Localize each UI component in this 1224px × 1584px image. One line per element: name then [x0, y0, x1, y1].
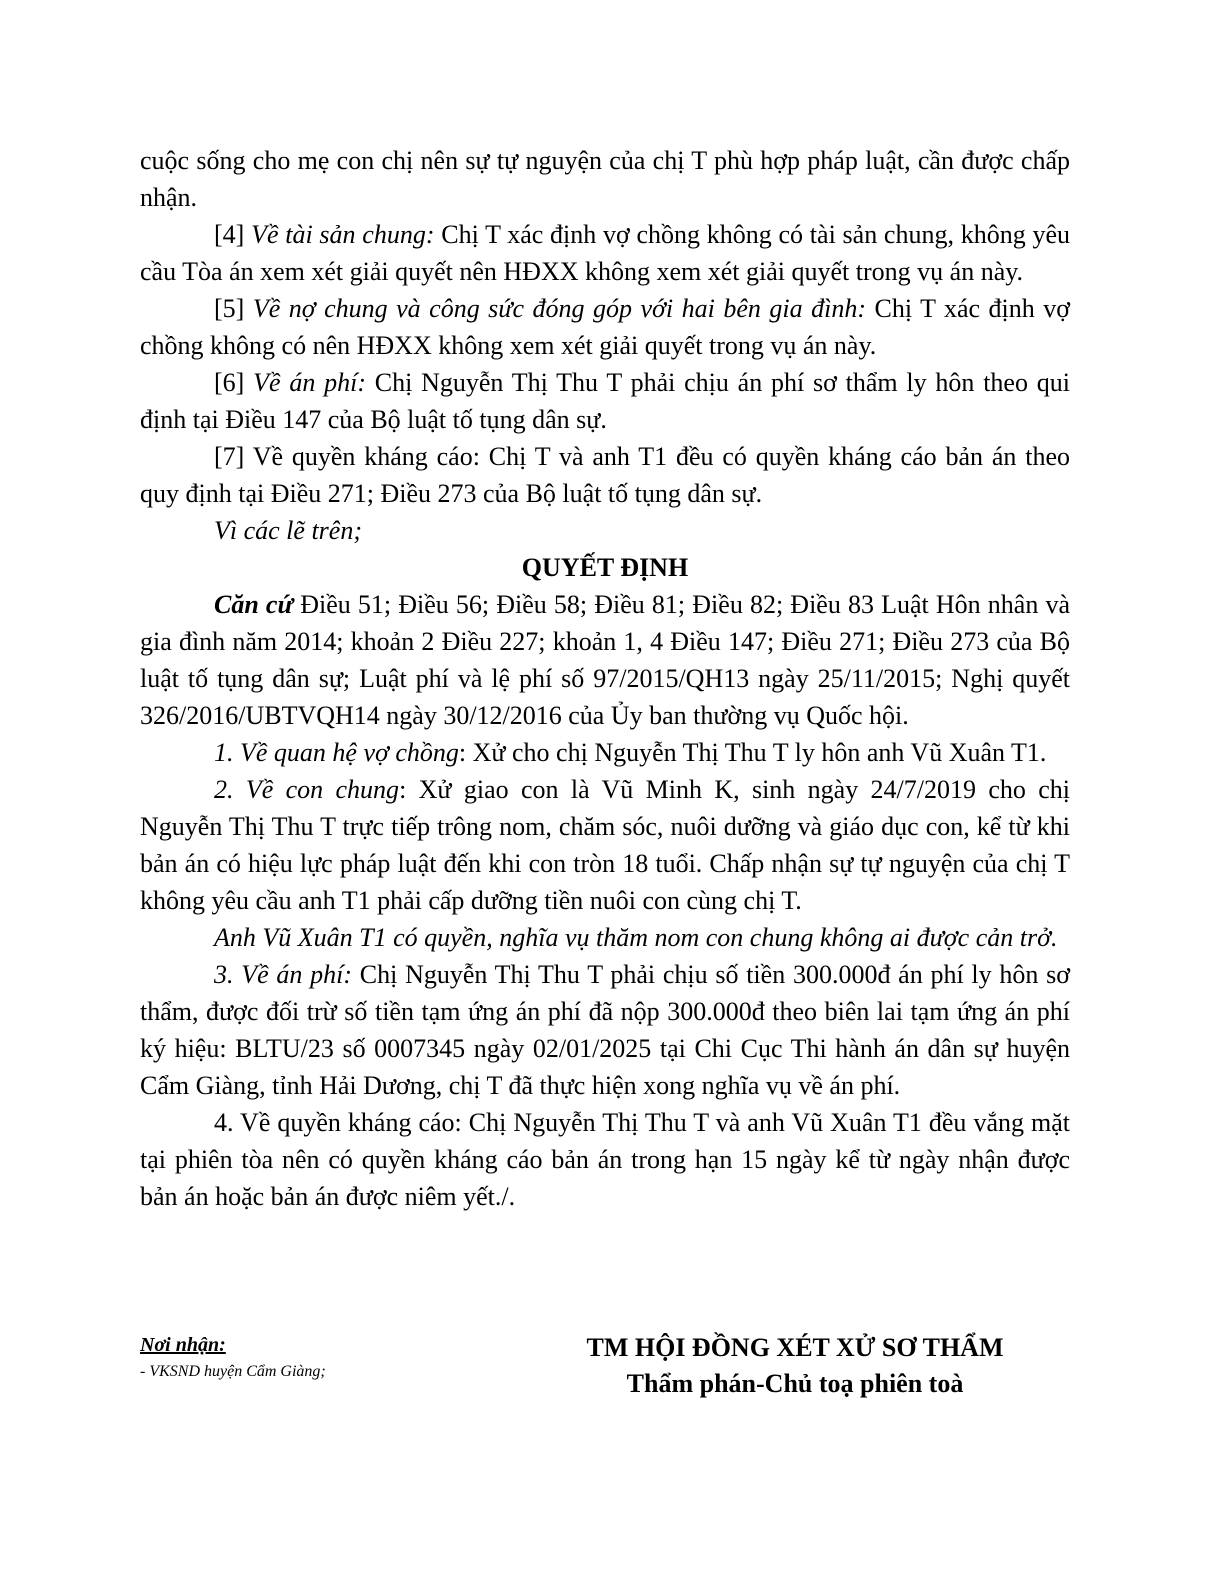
- paragraph-title: Về nợ chung và công sức đóng góp với hai bên gia đình:: [252, 294, 866, 323]
- basis-label: Căn cứ: [214, 590, 294, 619]
- item-text: : Xử giao con là Vũ Minh K, sinh ngày 24/7/2019 cho chị Nguyễn Thị Thu T trực tiếp trông nom, chăm sóc, nuôi dưỡng và giáo dục con, kể từ khi bản án có hiệu lực pháp luật đến khi con tròn 18 tuổi. Chấp nhận sự tự nguyện của chị T không yêu cầu anh T1 phải cấp dưỡng tiền nuôi con cùng chị T.: [140, 775, 1070, 915]
- item-text: Chị Nguyễn Thị Thu T phải chịu số tiền 300.000đ án phí ly hôn sơ thẩm, được đối trừ số tiền tạm ứng án phí đã nộp 300.000đ theo biên lai tạm ứng án phí ký hiệu: BLTU/23 số 0007345 ngày 02/01/2025 tại Chi Cục Thi hành án dân sự huyện Cẩm Giàng, tỉnh Hải Dương, chị T đã thực hiện xong nghĩa vụ về án phí.: [140, 960, 1070, 1100]
- signature-judge: Thẩm phán-Chủ toạ phiên toà: [626, 1369, 964, 1398]
- recipient-item: - VKSND huyện Cẩm Giàng;: [140, 1363, 326, 1380]
- decision-basis: [140, 586, 1070, 734]
- paragraph-number: [6]: [214, 368, 254, 397]
- paragraph-text: Chị Nguyễn Thị Thu T phải chịu án phí sơ thẩm ly hôn theo qui định tại Điều 147 của Bộ luật tố tụng dân sự.: [140, 368, 1070, 434]
- paragraph-continuation: cuộc sống cho mẹ con chị nên sự tự nguyện của chị T phù hợp pháp luật, cần được chấp nhận.: [140, 146, 1070, 212]
- item-title: 3. Về án phí:: [214, 960, 353, 989]
- item-title: 2. Về con chung: [214, 775, 400, 804]
- paragraph-court-fee: [140, 364, 1070, 438]
- decision-heading: QUYẾT ĐỊNH: [521, 553, 689, 582]
- paragraph-because: Vì các lẽ trên;: [214, 516, 362, 545]
- paragraph-common-property: [140, 216, 1070, 290]
- decision-item-marriage: [140, 734, 1070, 771]
- paragraph-number: [5]: [214, 294, 253, 323]
- document-body: [140, 142, 1070, 1215]
- basis-text: Điều 51; Điều 56; Điều 58; Điều 81; Điều 82; Điều 83 Luật Hôn nhân và gia đình năm 2014; khoản 2 Điều 227; khoản 1, 4 Điều 147; Điều 271; Điều 273 của Bộ luật tố tụng dân sự; Luật phí và lệ phí số 97/2015/QH13 ngày 25/11/2015; Nghị quyết 326/2016/UBTVQH14 ngày 30/12/2016 của Ủy ban thường vụ Quốc hội.: [140, 590, 1070, 730]
- document-footer: [140, 1330, 1070, 1410]
- decision-item-visit-note: Anh Vũ Xuân T1 có quyền, nghĩa vụ thăm nom con chung không ai được cản trở.: [214, 923, 1058, 952]
- decision-item-appeal: 4. Về quyền kháng cáo: Chị Nguyễn Thị Thu T và anh Vũ Xuân T1 đều vắng mặt tại phiên tòa nên có quyền kháng cáo bản án trong hạn 15 ngày kể từ ngày nhận được bản án hoặc bản án được niêm yết./.: [140, 1108, 1070, 1211]
- item-text: : Xử cho chị Nguyễn Thị Thu T ly hôn anh Vũ Xuân T1.: [458, 738, 1047, 767]
- paragraph-title: Về án phí:: [253, 368, 366, 397]
- recipients-block: [140, 1330, 460, 1384]
- paragraph-title: Về tài sản chung:: [251, 220, 435, 249]
- recipients-title: Nơi nhận:: [140, 1334, 226, 1356]
- signature-block: [520, 1330, 1070, 1402]
- paragraph-common-debt: [140, 290, 1070, 364]
- paragraph-text: Chị T xác định vợ chồng không có tài sản chung, không yêu cầu Tòa án xem xét giải quyết nên HĐXX không xem xét giải quyết trong vụ án này.: [140, 220, 1070, 286]
- paragraph-appeal-right: [7] Về quyền kháng cáo: Chị T và anh T1 đều có quyền kháng cáo bản án theo quy định tại Điều 271; Điều 273 của Bộ luật tố tụng dân sự.: [140, 442, 1070, 508]
- decision-item-child: [140, 771, 1070, 919]
- paragraph-text: Chị T xác định vợ chồng không có nên HĐXX không xem xét giải quyết trong vụ án này.: [140, 294, 1071, 360]
- decision-item-fee: [140, 956, 1070, 1104]
- item-title: 1. Về quan hệ vợ chồng: [214, 738, 459, 767]
- paragraph-number: [4]: [214, 220, 252, 249]
- signature-council: TM HỘI ĐỒNG XÉT XỬ SƠ THẨM: [586, 1333, 1004, 1362]
